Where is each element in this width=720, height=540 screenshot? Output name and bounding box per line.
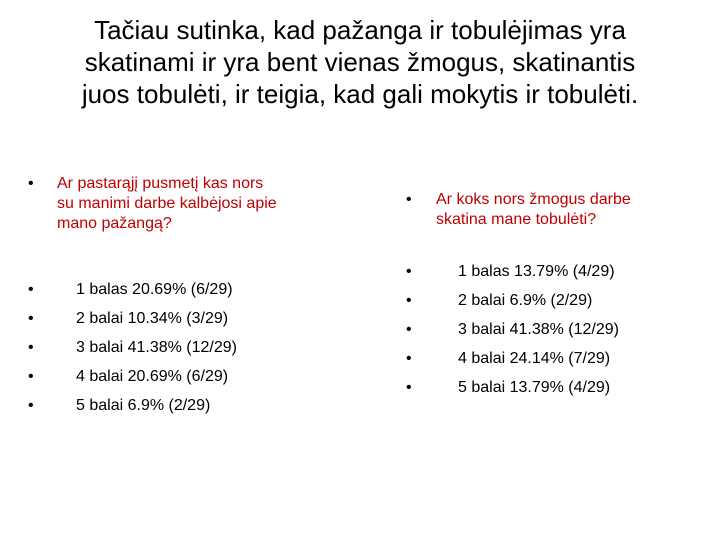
bullet-icon: •: [406, 321, 412, 338]
bullet-icon: •: [28, 175, 34, 192]
answer-text: 5 balai 13.79% (4/29): [458, 379, 611, 396]
slide-title-line: skatinami ir yra bent vienas žmogus, skatinantis: [84, 47, 636, 77]
answer-text: 1 balas 13.79% (4/29): [458, 263, 615, 280]
left-question: [28, 174, 358, 234]
left-column: [28, 174, 358, 414]
right-question-line: Ar koks nors žmogus darbe: [436, 191, 631, 208]
answer-text: 4 balai 24.14% (7/29): [458, 350, 611, 367]
bullet-icon: •: [406, 292, 412, 309]
answer-text: 3 balai 41.38% (12/29): [458, 321, 619, 338]
slide-title-line: Tačiau sutinka, kad pažanga ir tobulėjimas yra: [94, 15, 626, 45]
bullet-icon: •: [28, 368, 34, 385]
left-question-line: Ar pastarąjį pusmetį kas nors: [57, 175, 264, 192]
answer-text: 2 balai 10.34% (3/29): [76, 310, 229, 327]
slide-title: [40, 14, 680, 110]
answer-text: 5 balai 6.9% (2/29): [76, 397, 211, 414]
answer-text: 2 balai 6.9% (2/29): [458, 292, 593, 309]
bullet-icon: •: [406, 379, 412, 396]
left-question-line: mano pažangą?: [57, 215, 172, 232]
bullet-icon: •: [28, 281, 34, 298]
right-column: [406, 190, 706, 396]
bullet-icon: •: [406, 191, 412, 208]
bullet-icon: •: [406, 263, 412, 280]
left-question-line: su manimi darbe kalbėjosi apie: [57, 195, 277, 212]
right-question: [406, 190, 706, 230]
answer-text: 4 balai 20.69% (6/29): [76, 368, 229, 385]
bullet-icon: •: [28, 397, 34, 414]
bullet-icon: •: [28, 310, 34, 327]
answer-text: 3 balai 41.38% (12/29): [76, 339, 237, 356]
bullet-icon: •: [406, 350, 412, 367]
answer-text: 1 balas 20.69% (6/29): [76, 281, 233, 298]
right-question-line: skatina mane tobulėti?: [436, 211, 597, 228]
slide-title-line: juos tobulėti, ir teigia, kad gali mokytis ir tobulėti.: [81, 79, 639, 109]
bullet-icon: •: [28, 339, 34, 356]
